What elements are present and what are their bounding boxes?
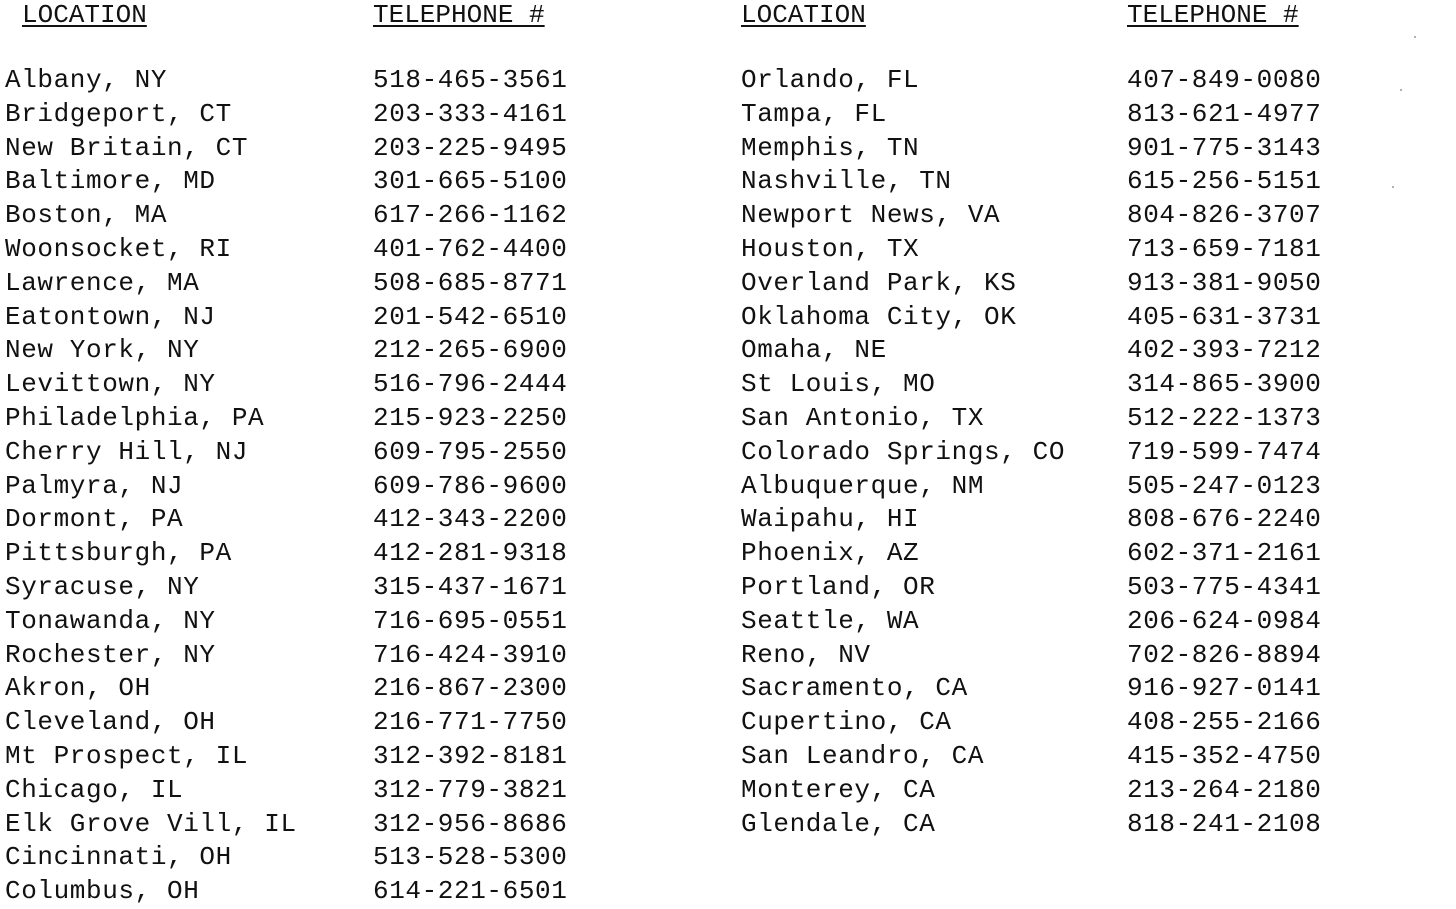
telephone-cell: 408-255-2166	[1127, 707, 1322, 738]
telephone-cell: 901-775-3143	[1127, 132, 1322, 163]
location-cell: New Britain, CT	[5, 132, 249, 163]
telephone-cell: 617-266-1162	[373, 200, 568, 231]
location-cell: Boston, MA	[5, 200, 168, 231]
directory-row	[741, 199, 1441, 233]
directory-row	[5, 98, 705, 132]
directory-row	[5, 503, 705, 537]
directory-row	[5, 470, 705, 504]
telephone-cell: 216-867-2300	[373, 673, 568, 704]
telephone-cell: 513-528-5300	[373, 842, 568, 873]
telephone-cell: 916-927-0141	[1127, 673, 1322, 704]
telephone-cell: 415-352-4750	[1127, 740, 1322, 771]
location-cell: Sacramento, CA	[741, 673, 968, 704]
telephone-cell: 216-771-7750	[373, 707, 568, 738]
right-telephone-header: TELEPHONE #	[1127, 0, 1299, 30]
telephone-cell: 401-762-4400	[373, 233, 568, 264]
directory-row	[5, 537, 705, 571]
location-cell: Reno, NV	[741, 639, 871, 670]
telephone-cell: 206-624-0984	[1127, 605, 1322, 636]
directory-row	[5, 165, 705, 199]
directory-row	[741, 808, 1441, 842]
telephone-cell: 508-685-8771	[373, 267, 568, 298]
directory-row	[741, 672, 1441, 706]
directory-row	[741, 774, 1441, 808]
telephone-cell: 808-676-2240	[1127, 504, 1322, 535]
scan-speck	[1400, 89, 1402, 91]
telephone-cell: 405-631-3731	[1127, 301, 1322, 332]
directory-row	[5, 301, 705, 335]
telephone-cell: 804-826-3707	[1127, 200, 1322, 231]
location-cell: Portland, OR	[741, 571, 936, 602]
location-cell: Palmyra, NJ	[5, 470, 184, 501]
telephone-cell: 813-621-4977	[1127, 98, 1322, 129]
telephone-cell: 716-424-3910	[373, 639, 568, 670]
right-location-header: LOCATION	[741, 0, 866, 30]
telephone-cell: 516-796-2444	[373, 369, 568, 400]
telephone-cell: 609-795-2550	[373, 436, 568, 467]
location-cell: Bridgeport, CT	[5, 98, 232, 129]
location-cell: Columbus, OH	[5, 876, 200, 907]
telephone-cell: 407-849-0080	[1127, 65, 1322, 95]
directory-row	[741, 64, 1441, 98]
location-cell: St Louis, MO	[741, 369, 936, 400]
directory-row	[741, 301, 1441, 335]
directory-row	[741, 571, 1441, 605]
directory-row	[5, 64, 705, 98]
location-cell: Colorado Springs, CO	[741, 436, 1066, 467]
location-cell: Dormont, PA	[5, 504, 184, 535]
left-telephone-header: TELEPHONE #	[373, 0, 545, 30]
directory-row	[741, 233, 1441, 267]
directory-row	[741, 740, 1441, 774]
telephone-cell: 615-256-5151	[1127, 166, 1322, 197]
telephone-cell: 312-956-8686	[373, 808, 568, 839]
directory-row	[741, 706, 1441, 740]
directory-row	[741, 334, 1441, 368]
location-cell: San Antonio, TX	[741, 402, 985, 433]
telephone-cell: 614-221-6501	[373, 876, 568, 907]
telephone-cell: 716-695-0551	[373, 605, 568, 636]
telephone-cell: 412-281-9318	[373, 538, 568, 569]
telephone-cell: 212-265-6900	[373, 335, 568, 366]
directory-row	[741, 98, 1441, 132]
location-cell: Philadelphia, PA	[5, 402, 265, 433]
location-cell: Akron, OH	[5, 673, 151, 704]
telephone-cell: 505-247-0123	[1127, 470, 1322, 501]
telephone-cell: 503-775-4341	[1127, 571, 1322, 602]
directory-row	[741, 605, 1441, 639]
location-cell: Syracuse, NY	[5, 571, 200, 602]
directory-row	[741, 503, 1441, 537]
directory-row	[5, 368, 705, 402]
location-cell: Overland Park, KS	[741, 267, 1017, 298]
location-cell: Nashville, TN	[741, 166, 952, 197]
telephone-cell: 609-786-9600	[373, 470, 568, 501]
location-cell: Levittown, NY	[5, 369, 216, 400]
directory-row	[5, 402, 705, 436]
telephone-cell: 314-865-3900	[1127, 369, 1322, 400]
scan-speck	[1392, 186, 1394, 188]
location-cell: Baltimore, MD	[5, 166, 216, 197]
directory-row	[5, 774, 705, 808]
location-cell: Glendale, CA	[741, 808, 936, 839]
location-cell: Mt Prospect, IL	[5, 740, 249, 771]
location-cell: Woonsocket, RI	[5, 233, 232, 264]
directory-row	[5, 706, 705, 740]
location-cell: Newport News, VA	[741, 200, 1001, 231]
location-cell: Eatontown, NJ	[5, 301, 216, 332]
telephone-cell: 203-333-4161	[373, 98, 568, 129]
location-cell: Houston, TX	[741, 233, 920, 264]
telephone-cell: 215-923-2250	[373, 402, 568, 433]
location-cell: Cincinnati, OH	[5, 842, 232, 873]
directory-row	[741, 470, 1441, 504]
directory-row	[741, 368, 1441, 402]
telephone-cell: 412-343-2200	[373, 504, 568, 535]
telephone-cell: 203-225-9495	[373, 132, 568, 163]
directory-row	[5, 639, 705, 673]
directory-row	[741, 267, 1441, 301]
location-cell: Cherry Hill, NJ	[5, 436, 249, 467]
directory-row	[741, 436, 1441, 470]
location-cell: Cupertino, CA	[741, 707, 952, 738]
directory-row	[5, 233, 705, 267]
telephone-cell: 213-264-2180	[1127, 774, 1322, 805]
directory-row	[5, 875, 705, 909]
telephone-cell: 312-392-8181	[373, 740, 568, 771]
directory-row	[5, 571, 705, 605]
telephone-cell: 702-826-8894	[1127, 639, 1322, 670]
telephone-cell: 713-659-7181	[1127, 233, 1322, 264]
directory-row	[5, 132, 705, 166]
location-cell: Pittsburgh, PA	[5, 538, 232, 569]
location-cell: Seattle, WA	[741, 605, 920, 636]
location-cell: Rochester, NY	[5, 639, 216, 670]
telephone-cell: 315-437-1671	[373, 571, 568, 602]
telephone-cell: 301-665-5100	[373, 166, 568, 197]
directory-row	[741, 132, 1441, 166]
location-cell: Albany, NY	[5, 65, 168, 95]
location-cell: Oklahoma City, OK	[741, 301, 1017, 332]
directory-row	[5, 605, 705, 639]
location-cell: San Leandro, CA	[741, 740, 985, 771]
directory-row	[741, 165, 1441, 199]
location-cell: Orlando, FL	[741, 65, 920, 95]
directory-row	[5, 841, 705, 875]
right-directory-list	[741, 64, 1441, 841]
location-cell: New York, NY	[5, 335, 200, 366]
telephone-cell: 719-599-7474	[1127, 436, 1322, 467]
directory-row	[5, 672, 705, 706]
location-cell: Lawrence, MA	[5, 267, 200, 298]
telephone-cell: 402-393-7212	[1127, 335, 1322, 366]
location-cell: Tonawanda, NY	[5, 605, 216, 636]
telephone-cell: 602-371-2161	[1127, 538, 1322, 569]
location-cell: Elk Grove Vill, IL	[5, 808, 297, 839]
directory-row	[5, 267, 705, 301]
location-cell: Tampa, FL	[741, 98, 887, 129]
scan-speck	[1414, 36, 1416, 38]
location-cell: Albuquerque, NM	[741, 470, 985, 501]
telephone-cell: 201-542-6510	[373, 301, 568, 332]
telephone-cell: 518-465-3561	[373, 65, 568, 95]
location-cell: Memphis, TN	[741, 132, 920, 163]
location-cell: Phoenix, AZ	[741, 538, 920, 569]
telephone-cell: 312-779-3821	[373, 774, 568, 805]
location-cell: Cleveland, OH	[5, 707, 216, 738]
telephone-cell: 512-222-1373	[1127, 402, 1322, 433]
directory-row	[5, 436, 705, 470]
directory-row	[5, 808, 705, 842]
directory-row	[741, 402, 1441, 436]
directory-row	[5, 334, 705, 368]
location-cell: Chicago, IL	[5, 774, 184, 805]
telephone-cell: 818-241-2108	[1127, 808, 1322, 839]
location-cell: Monterey, CA	[741, 774, 936, 805]
directory-row	[5, 740, 705, 774]
left-location-header: LOCATION	[22, 0, 147, 30]
directory-row	[741, 639, 1441, 673]
directory-row	[5, 199, 705, 233]
location-cell: Omaha, NE	[741, 335, 887, 366]
directory-row	[741, 537, 1441, 571]
telephone-cell: 913-381-9050	[1127, 267, 1322, 298]
location-cell: Waipahu, HI	[741, 504, 920, 535]
left-directory-list	[5, 64, 705, 909]
